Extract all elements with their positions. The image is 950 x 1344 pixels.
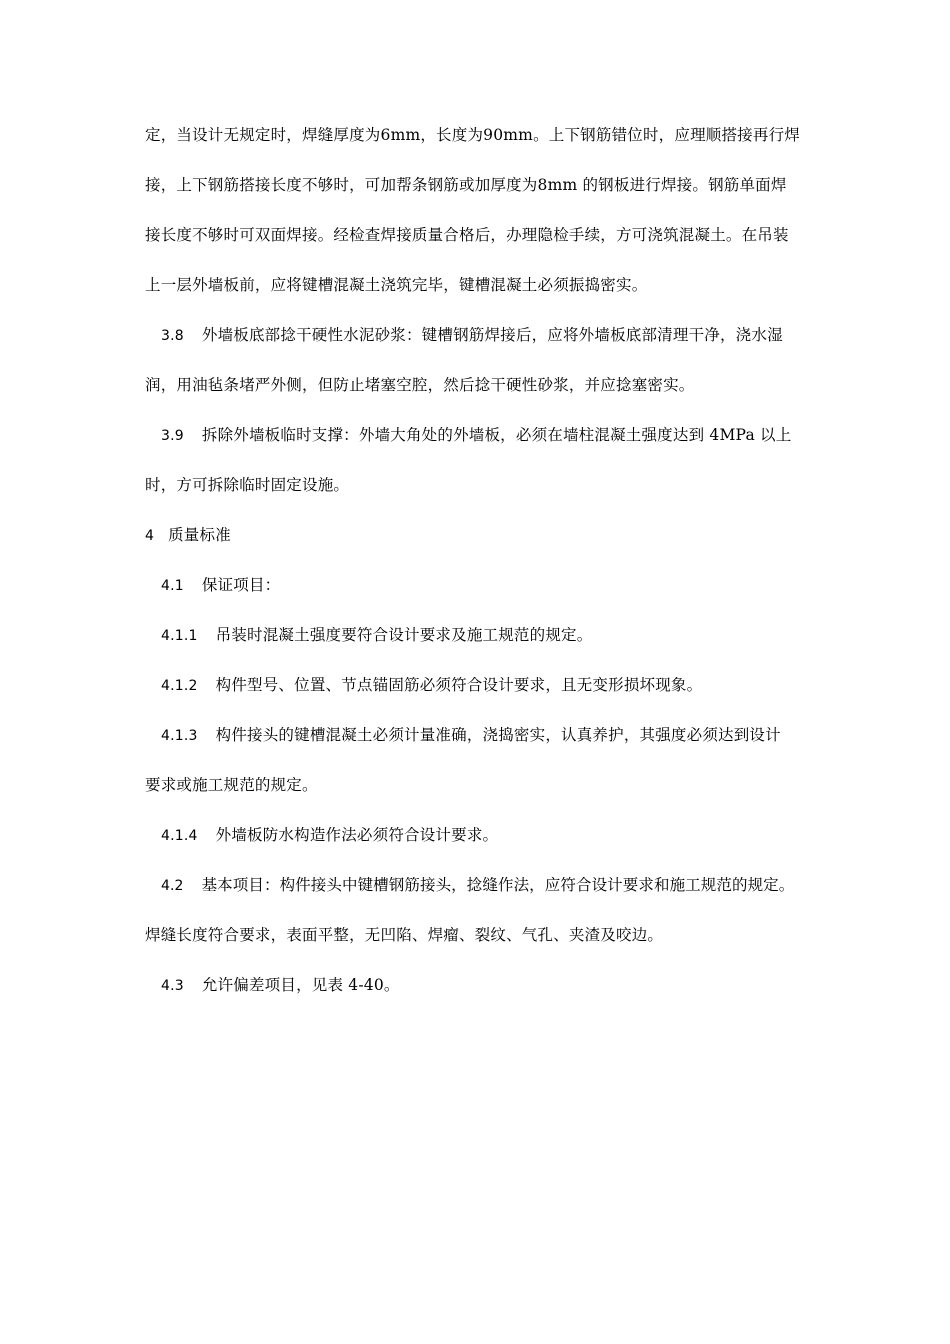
section-text: 基本项目：构件接头中键槽钢筋接头，捻缝作法，应符合设计要求和施工规范的规定。 [201, 876, 795, 894]
section-text: 构件接头的键槽混凝土必须计量准确，浇捣密实，认真养护，其强度必须达到设计 [215, 726, 781, 744]
section-4-1-1 [161, 623, 592, 647]
section-title: 保证项目： [201, 576, 281, 594]
section-number: 4 [145, 528, 155, 544]
paragraph-line: 接长度不够时可双面焊接。经检查焊接质量合格后，办理隐检手续，方可浇筑混凝土。在吊装 [145, 226, 789, 244]
section-number: 4.1.4 [161, 828, 198, 844]
section-text: 构件型号、位置、节点锚固筋必须符合设计要求，且无变形损坏现象。 [215, 676, 703, 694]
paragraph-line: 润，用油毡条堵严外侧，但防止堵塞空腔，然后捻干硬性砂浆，并应捻塞密实。 [145, 376, 695, 394]
section-4-3 [161, 973, 400, 997]
section-text: 外墙板底部捻干硬性水泥砂浆：键槽钢筋焊接后，应将外墙板底部清理干净，浇水湿 [201, 326, 783, 344]
section-number: 4.3 [161, 978, 184, 994]
section-4-1-4 [161, 823, 498, 847]
section-4-heading [145, 523, 231, 547]
section-text: 允许偏差项目，见表 4-40。 [201, 976, 400, 994]
section-number: 4.1.3 [161, 728, 198, 744]
section-number: 4.1.1 [161, 628, 198, 644]
section-text: 拆除外墙板临时支撑：外墙大角处的外墙板，必须在墙柱混凝土强度达到 4MPa 以上 [201, 426, 792, 444]
section-number: 4.1.2 [161, 678, 198, 694]
paragraph-line: 上一层外墙板前，应将键槽混凝土浇筑完毕，键槽混凝土必须振捣密实。 [145, 276, 648, 294]
paragraph-line: 定，当设计无规定时，焊缝厚度为6mm，长度为90mm。上下钢筋错位时，应理顺搭接再行焊 [145, 126, 800, 144]
paragraph-line: 焊缝长度符合要求，表面平整，无凹陷、焊瘤、裂纹、气孔、夹渣及咬边。 [145, 926, 664, 944]
section-4-2 [161, 873, 794, 897]
section-number: 4.1 [161, 578, 184, 594]
section-number: 4.2 [161, 878, 184, 894]
section-number: 3.9 [161, 428, 184, 444]
paragraph-line: 接，上下钢筋搭接长度不够时，可加帮条钢筋或加厚度为8mm 的钢板进行焊接。钢筋单面焊 [145, 176, 787, 194]
section-4-1-2 [161, 673, 702, 697]
section-4-1-3 [161, 723, 781, 747]
section-text: 吊装时混凝土强度要符合设计要求及施工规范的规定。 [215, 626, 593, 644]
paragraph-line: 要求或施工规范的规定。 [145, 776, 318, 794]
section-title: 质量标准 [168, 526, 231, 544]
section-text: 外墙板防水构造作法必须符合设计要求。 [215, 826, 499, 844]
paragraph-line: 时，方可拆除临时固定设施。 [145, 476, 350, 494]
section-number: 3.8 [161, 328, 184, 344]
section-3-8-heading-line [161, 323, 783, 347]
section-4-1-heading [161, 573, 280, 597]
section-3-9-heading-line [161, 423, 791, 447]
